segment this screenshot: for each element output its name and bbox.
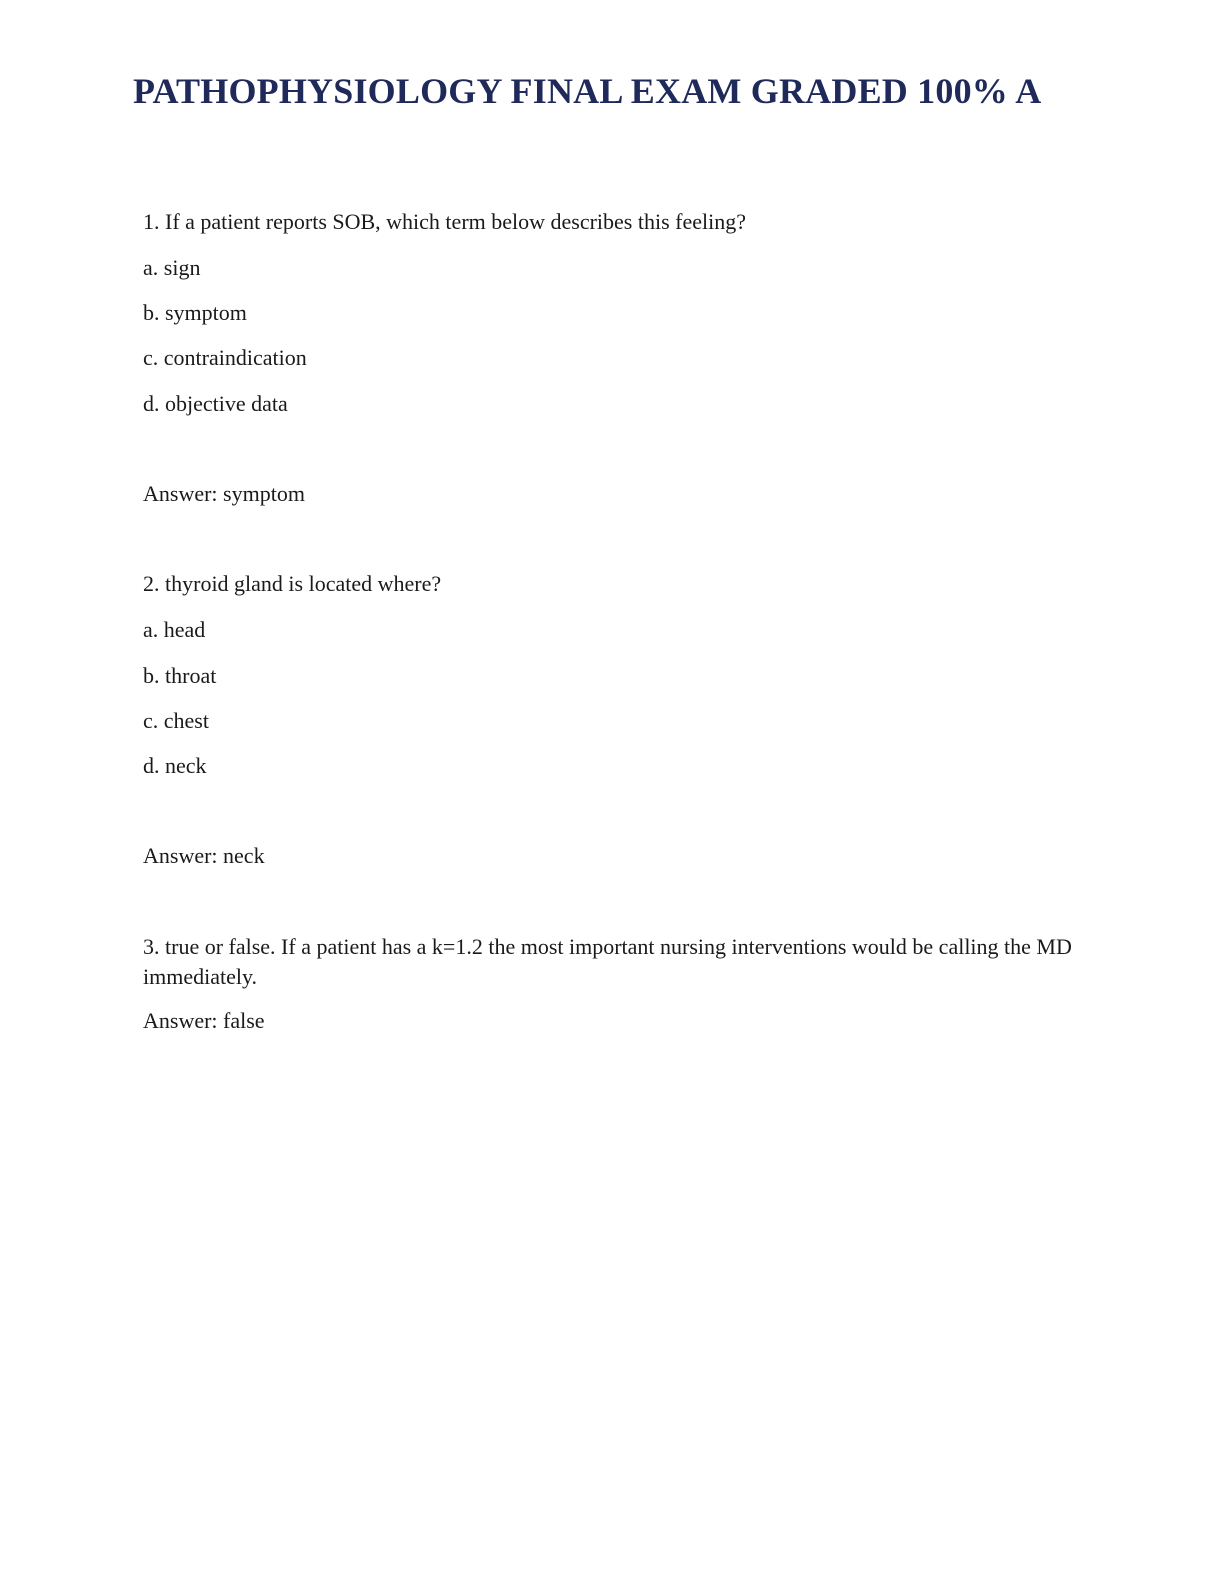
question-3-answer: Answer: false (143, 1008, 265, 1033)
page-title: PATHOPHYSIOLOGY FINAL EXAM GRADED 100% A (133, 71, 1042, 111)
question-1-option-d: d. objective data (143, 391, 288, 416)
question-3-text: 3. true or false. If a patient has a k=1.2 the most important nursing interventions would be calling the MD immediately. (143, 934, 1072, 989)
question-2-option-d: d. neck (143, 753, 207, 778)
question-1-option-a: a. sign (143, 255, 201, 280)
question-1-answer: Answer: symptom (143, 481, 305, 506)
question-2-option-b: b. throat (143, 663, 217, 688)
question-1-text: 1. If a patient reports SOB, which term below describes this feeling? (143, 209, 747, 234)
question-2-answer: Answer: neck (143, 843, 265, 868)
question-2-option-a: a. head (143, 617, 206, 642)
question-2-text: 2. thyroid gland is located where? (143, 571, 442, 596)
question-2-option-c: c. chest (143, 708, 209, 733)
question-1-option-b: b. symptom (143, 300, 247, 325)
question-1-option-c: c. contraindication (143, 345, 307, 370)
